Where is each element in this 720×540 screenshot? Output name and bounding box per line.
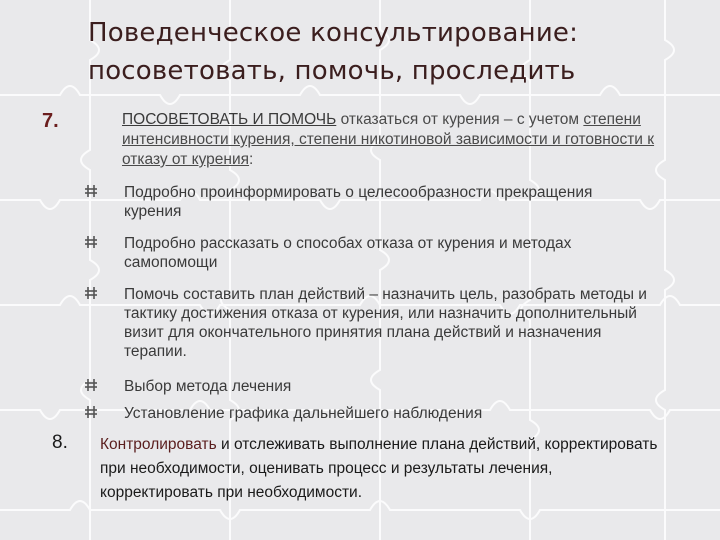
title-line-2: посоветовать, помочь, проследить bbox=[88, 56, 576, 86]
item-7-text-c: : bbox=[249, 151, 254, 168]
item-8-number: 8. bbox=[52, 432, 68, 453]
bullet-text: Помочь составить план действий – назначить цель, разобрать методы и тактику достижения отказа от курения, или назначить дополнительный визит для окончательного принятия плана действий и назначения терапии. bbox=[124, 286, 647, 360]
hash-bullet-icon bbox=[84, 235, 98, 249]
hash-bullet-icon bbox=[84, 286, 98, 300]
item-7-intro bbox=[122, 110, 667, 170]
item-8-lead: Контролировать bbox=[100, 436, 217, 453]
item-7-text-b: степени интенсивности курения, степени никотиновой зависимости и готовности к отказу от курения bbox=[122, 111, 655, 168]
bullet-text: Установление графика дальнейшего наблюдения bbox=[124, 405, 483, 422]
bullet-text: Подробно рассказать о способах отказа от курения и методах самопомощи bbox=[124, 235, 572, 271]
list-item bbox=[124, 404, 654, 423]
title-line-1: Поведенческое консультирование: bbox=[88, 18, 579, 48]
hash-bullet-icon bbox=[84, 184, 98, 198]
hash-bullet-icon bbox=[84, 378, 98, 392]
item-7-lead: ПОСОВЕТОВАТЬ И ПОМОЧЬ bbox=[122, 111, 337, 128]
list-item bbox=[124, 234, 654, 272]
list-item bbox=[124, 377, 654, 396]
item-8-text bbox=[100, 433, 660, 505]
bullet-text: Подробно проинформировать о целесообразности прекращения курения bbox=[124, 184, 593, 220]
slide-title bbox=[88, 14, 708, 90]
item-8-body: и отслеживать выполнение плана действий, корректировать при необходимости, оценивать процесс и результаты лечения, корректировать при необходимости. bbox=[100, 436, 658, 501]
list-item bbox=[124, 285, 654, 361]
hash-bullet-icon bbox=[84, 405, 98, 419]
bullet-text: Выбор метода лечения bbox=[124, 378, 292, 395]
item-7-text-a: отказаться от курения – с учетом bbox=[336, 111, 584, 128]
item-7-number: 7. bbox=[42, 110, 59, 132]
list-item bbox=[124, 183, 654, 221]
